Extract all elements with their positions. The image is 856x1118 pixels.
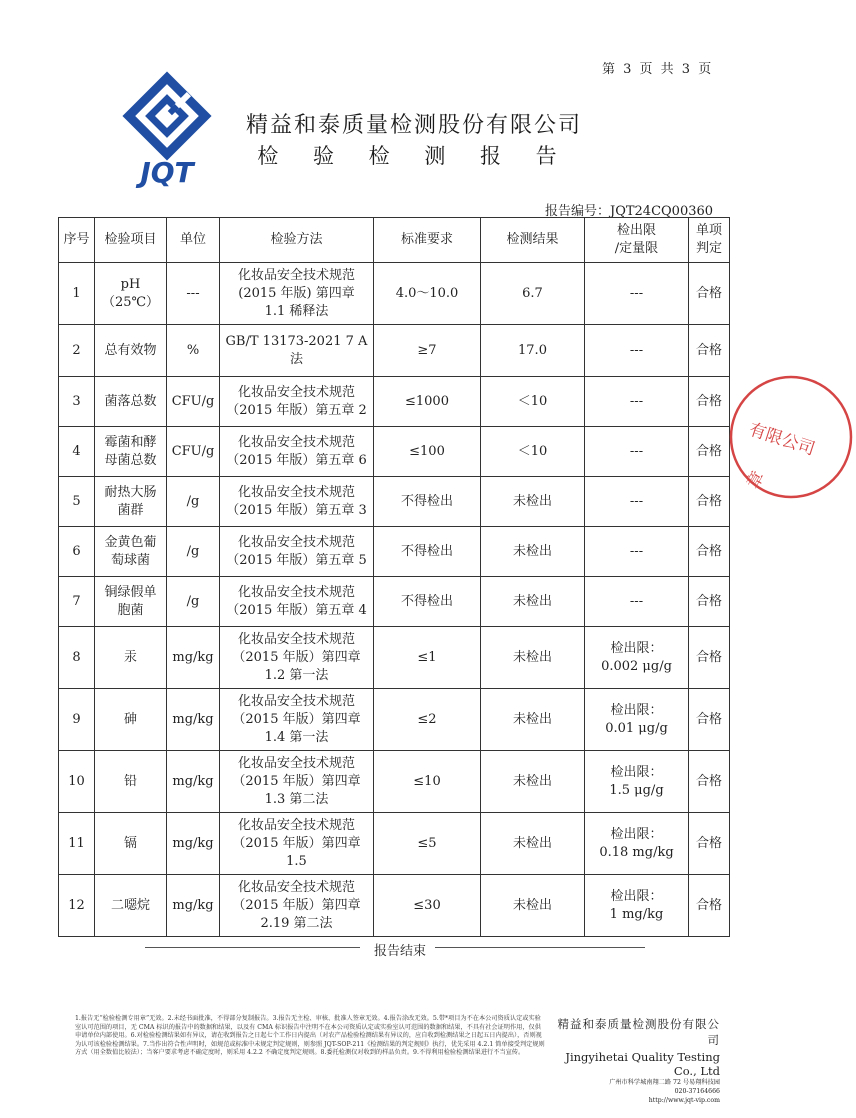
company-logo: [112, 80, 222, 190]
cell-judgment: 合格: [689, 477, 730, 527]
official-seal: [726, 372, 856, 502]
cell-item: 总有效物: [95, 325, 167, 377]
cell-judgment: 合格: [689, 325, 730, 377]
header-judgment: 单项 判定: [689, 218, 730, 263]
cell-unit: CFU/g: [167, 427, 220, 477]
header-method: 检验方法: [220, 218, 374, 263]
table-body: [59, 263, 730, 937]
report-end-divider: [145, 940, 645, 959]
cell-serial: 3: [59, 377, 95, 427]
cell-unit: mg/kg: [167, 627, 220, 689]
cell-serial: 10: [59, 751, 95, 813]
cell-unit: ---: [167, 263, 220, 325]
table-row: [59, 377, 730, 427]
report-end-text: 报告结束: [373, 944, 426, 959]
cell-serial: 5: [59, 477, 95, 527]
cell-item: 耐热大肠 菌群: [95, 477, 167, 527]
cell-serial: 12: [59, 875, 95, 937]
cell-requirement: ≤30: [374, 875, 481, 937]
table-row: [59, 527, 730, 577]
cell-limit: ---: [585, 377, 689, 427]
cell-requirement: ≤5: [374, 813, 481, 875]
table-row: [59, 577, 730, 627]
cell-result: 未检出: [481, 689, 585, 751]
cell-item: 二噁烷: [95, 875, 167, 937]
footer-website: http://www.jqt-vip.com: [648, 1097, 720, 1104]
report-number: 报告编号：JQT24CQ00360: [545, 204, 714, 219]
svg-text:有限公司: 有限公司: [746, 419, 818, 460]
results-table: [58, 217, 730, 937]
cell-serial: 7: [59, 577, 95, 627]
cell-judgment: 合格: [689, 875, 730, 937]
cell-serial: 2: [59, 325, 95, 377]
cell-limit: ---: [585, 263, 689, 325]
cell-limit: 检出限： 0.18 mg/kg: [585, 813, 689, 875]
cell-method: 化妆品安全技术规范 （2015 年版）第五章 4: [220, 577, 374, 627]
cell-method: 化妆品安全技术规范 （2015 年版）第四章 1.4 第一法: [220, 689, 374, 751]
cell-limit: ---: [585, 427, 689, 477]
footer-company-en: Jingyihetai Quality Testing Co., Ltd: [565, 1050, 720, 1078]
cell-limit: ---: [585, 577, 689, 627]
cell-limit: 检出限： 0.01 μg/g: [585, 689, 689, 751]
footer-company-block: [552, 1016, 720, 1105]
cell-requirement: 不得检出: [374, 527, 481, 577]
cell-requirement: ≥7: [374, 325, 481, 377]
cell-judgment: 合格: [689, 627, 730, 689]
cell-limit: ---: [585, 527, 689, 577]
table-header-row: [59, 218, 730, 263]
header-item: 检验项目: [95, 218, 167, 263]
cell-result: ＜10: [481, 427, 585, 477]
table-row: [59, 627, 730, 689]
cell-item: 铅: [95, 751, 167, 813]
cell-limit: 检出限： 1 mg/kg: [585, 875, 689, 937]
cell-item: 镉: [95, 813, 167, 875]
cell-limit: 检出限： 1.5 μg/g: [585, 751, 689, 813]
cell-requirement: 不得检出: [374, 477, 481, 527]
cell-method: 化妆品安全技术规范 （2015 年版）第四章 1.5: [220, 813, 374, 875]
footer-address: 广州市科学城南翔二路 72 号易翔科技园: [609, 1079, 720, 1086]
cell-unit: mg/kg: [167, 875, 220, 937]
cell-judgment: 合格: [689, 427, 730, 477]
cell-judgment: 合格: [689, 527, 730, 577]
cell-item: 铜绿假单 胞菌: [95, 577, 167, 627]
cell-unit: mg/kg: [167, 751, 220, 813]
cell-item: 汞: [95, 627, 167, 689]
cell-method: 化妆品安全技术规范 （2015 年版）第五章 3: [220, 477, 374, 527]
cell-item: 霉菌和酵 母菌总数: [95, 427, 167, 477]
cell-limit: 检出限： 0.002 μg/g: [585, 627, 689, 689]
cell-item: 金黄色葡 萄球菌: [95, 527, 167, 577]
table-row: [59, 875, 730, 937]
header-requirement: 标准要求: [374, 218, 481, 263]
cell-item: 菌落总数: [95, 377, 167, 427]
cell-judgment: 合格: [689, 813, 730, 875]
cell-method: 化妆品安全技术规范 （2015 年版）第四章 1.2 第一法: [220, 627, 374, 689]
cell-result: 未检出: [481, 527, 585, 577]
footer-phone: 020-37164666: [674, 1088, 720, 1095]
cell-unit: CFU/g: [167, 377, 220, 427]
header-unit: 单位: [167, 218, 220, 263]
cell-unit: %: [167, 325, 220, 377]
cell-judgment: 合格: [689, 577, 730, 627]
table-row: [59, 263, 730, 325]
cell-unit: /g: [167, 577, 220, 627]
cell-method: GB/T 13173-2021 7 A 法: [220, 325, 374, 377]
footer-company-cn: 精益和泰质量检测股份有限公司: [557, 1017, 720, 1047]
cell-result: 未检出: [481, 875, 585, 937]
cell-method: 化妆品安全技术规范 （2015 年版）第五章 2: [220, 377, 374, 427]
page-number: 第 3 页 共 3 页: [602, 62, 714, 77]
cell-requirement: ≤2: [374, 689, 481, 751]
report-title: 检 验 检 测 报 告: [257, 144, 571, 168]
cell-method: 化妆品安全技术规范 （2015 年版）第四章 1.3 第二法: [220, 751, 374, 813]
cell-requirement: ≤1: [374, 627, 481, 689]
cell-result: 17.0: [481, 325, 585, 377]
cell-limit: ---: [585, 325, 689, 377]
cell-result: 6.7: [481, 263, 585, 325]
cell-result: 未检出: [481, 577, 585, 627]
company-name: 精益和泰质量检测股份有限公司: [245, 113, 582, 138]
table-row: [59, 427, 730, 477]
cell-method: 化妆品安全技术规范 (2015 年版) 第四章 1.1 稀释法: [220, 263, 374, 325]
cell-item: pH（25℃）: [95, 263, 167, 325]
cell-serial: 6: [59, 527, 95, 577]
cell-unit: /g: [167, 527, 220, 577]
cell-judgment: 合格: [689, 689, 730, 751]
table-row: [59, 325, 730, 377]
header-limit: 检出限 /定量限: [585, 218, 689, 263]
cell-method: 化妆品安全技术规范 （2015 年版）第四章 2.19 第二法: [220, 875, 374, 937]
cell-result: ＜10: [481, 377, 585, 427]
cell-requirement: ≤100: [374, 427, 481, 477]
table-row: [59, 477, 730, 527]
cell-requirement: 4.0～10.0: [374, 263, 481, 325]
cell-item: 砷: [95, 689, 167, 751]
table-row: [59, 751, 730, 813]
cell-serial: 1: [59, 263, 95, 325]
cell-unit: mg/kg: [167, 689, 220, 751]
cell-result: 未检出: [481, 813, 585, 875]
cell-judgment: 合格: [689, 377, 730, 427]
cell-serial: 8: [59, 627, 95, 689]
cell-serial: 4: [59, 427, 95, 477]
cell-serial: 11: [59, 813, 95, 875]
cell-unit: mg/kg: [167, 813, 220, 875]
cell-unit: /g: [167, 477, 220, 527]
cell-judgment: 合格: [689, 263, 730, 325]
footer-notes: 1.报告无“检验检测专用章”无效。2.未经书面批准，不得部分复制报告。3.报告无主检、审核、批准人签章无效。4.报告涂改无效。5.带*项目为不在本公司资质认定或实验室认可范围的项目，无 CMA 标识的报告中的数据和结果，以及有 CMA 标识报告中注明不在本公司资质认定或实验室认可范围的数据和结果，不具有社会证明作用，仅供申请单位内部使用。6.对检验检测结果如有异议，请在收到报告之日起七个工作日内提出（对农产品检验检测结果有异议的，应自收到检测结果之日起五日内提出），否则视为认可该检验检测结果。7.当作出符合性声明时，如规范或标准中未规定判定规则，则参照 JQT-SOP-211《检测结果的判定规则》执行，优先采用 4.2.1 简单接受判定规则方式（用全数值比较法）；当客户要求考虑不确定度时，则采用 4.2.2 不确定度判定规则。8.委托检测仅对收到的样品负责。9.不得利用检验检测结果进行不当宣传。: [75, 1015, 545, 1057]
header-result: 检测结果: [481, 218, 585, 263]
logo-text: JQT: [140, 156, 194, 189]
cell-requirement: ≤1000: [374, 377, 481, 427]
cell-result: 未检出: [481, 751, 585, 813]
table-row: [59, 813, 730, 875]
svg-text:章: 章: [743, 467, 769, 493]
cell-judgment: 合格: [689, 751, 730, 813]
cell-limit: ---: [585, 477, 689, 527]
cell-result: 未检出: [481, 477, 585, 527]
cell-serial: 9: [59, 689, 95, 751]
cell-method: 化妆品安全技术规范 （2015 年版）第五章 5: [220, 527, 374, 577]
cell-requirement: ≤10: [374, 751, 481, 813]
table-row: [59, 689, 730, 751]
header-serial: 序号: [59, 218, 95, 263]
cell-method: 化妆品安全技术规范 （2015 年版）第五章 6: [220, 427, 374, 477]
cell-result: 未检出: [481, 627, 585, 689]
cell-requirement: 不得检出: [374, 577, 481, 627]
